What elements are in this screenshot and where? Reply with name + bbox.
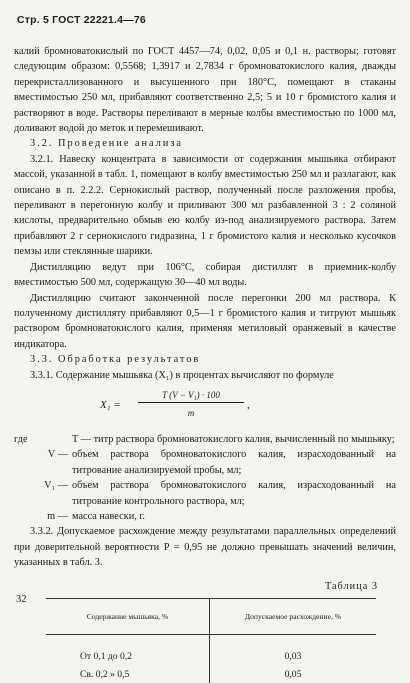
table-header-tolerance: Допускаемое расхождение, % bbox=[210, 599, 377, 635]
definition-row bbox=[14, 509, 396, 524]
paragraph-distillation-end: Дистилляцию считают законченной после перегонки 200 мл раствора. К полученному дистилляту прибавляют 0,5—1 г бромистого калия и титруют мышьяк раствором бромноватокислого калия, применяя метиловый оранжевый в качестве индикатора. bbox=[14, 292, 396, 350]
paragraph-reagents: калий бромноватокислый по ГОСТ 4457—74, 0,02, 0,05 и 0,1 н. растворы; готовят следующим образом: 0,5568; 1,3917 и 2,7834 г бромноватокислого калия, дважды перекристаллизованного и высушенного при 180°С, помещают в стаканы вместимостью 250 мл, прибавляют соответственно 2,5; 5 и 10 г бромистого калия и растворяют в воде. Растворы переливают в мерные колбы вместимостью по 1000 мл, доливают водой до меток и перемешивают. bbox=[14, 46, 396, 135]
table-cell: От 0,1 до 0,2 bbox=[46, 635, 210, 666]
page-number: 32 bbox=[16, 594, 27, 605]
formula-lhs: X₁ = bbox=[100, 398, 121, 411]
table-header-content: Содержание мышьяка, % bbox=[46, 599, 210, 635]
paragraph-3-3-1: 3.3.1. Содержание мышьяка (X₁) в процентах вычисляют по формуле bbox=[30, 369, 334, 381]
definition-symbol: V — bbox=[47, 449, 68, 461]
definition-symbol: V₁ — bbox=[44, 480, 68, 492]
table-cell: 0,05 bbox=[284, 668, 302, 680]
definition-row bbox=[14, 447, 396, 478]
formula-trail: , bbox=[247, 398, 250, 411]
definition-row bbox=[14, 432, 396, 447]
definitions bbox=[14, 432, 396, 524]
table-cell: 0,03 bbox=[284, 651, 302, 663]
page-header: Стр. 5 ГОСТ 22221.4—76 bbox=[17, 14, 146, 26]
section-heading-3-3: 3.3. Обработка результатов bbox=[30, 354, 201, 366]
definition-symbol: T — bbox=[72, 433, 91, 445]
definition-text: масса навески, г. bbox=[72, 510, 146, 522]
table-3 bbox=[46, 598, 376, 683]
formula-denominator: m bbox=[187, 407, 195, 418]
table-caption: Таблица 3 bbox=[324, 580, 378, 592]
definition-text: титр раствора бромноватокислого калия, вычисленный по мышьяку; bbox=[93, 433, 395, 445]
paragraph-3-3-2: 3.3.2. Допускаемое расхождение между результатами параллельных определений при доверительной вероятности P = 0,95 не должно превышать значений величин, указанных в табл. 3. bbox=[14, 526, 396, 569]
definition-row bbox=[14, 478, 396, 509]
table-cell: Св. 0,2 » 0,5 bbox=[46, 666, 210, 683]
formula-numerator: T (V − V₁) · 100 bbox=[162, 389, 220, 400]
definition-text: объем раствора бромноватокислого калия, израсходованный на титрование анализируемой пробы, мл; bbox=[72, 449, 396, 476]
formula bbox=[14, 386, 396, 430]
definition-text: объем раствора бромноватокислого калия, израсходованный на титрование контрольного раствора, мл; bbox=[72, 480, 396, 507]
definition-symbol: m — bbox=[47, 510, 68, 522]
table-row bbox=[46, 635, 376, 666]
paragraph-3-2-1: 3.2.1. Навеску концентрата в зависимости от содержания мышьяка отбирают массой, указанной в табл. 1, помещают в колбу вместимостью 250 мл и разлагают, как описано в п. 2.2.2. Сернокислый раствор, полученный после разложения пробы, переливают в перегонную колбу и приливают 300 мл разбавленной 3 : 2 соляной кислоты, предварительно обмыв ею колбу из-под анализируемого раствора. Затем прибавляют 2 г сернокислого гидразина, 1 г бромистого калия и несколько кусочков пемзы или стеклянные шарики. bbox=[14, 153, 396, 258]
table-row bbox=[46, 666, 376, 683]
paragraph-distillation: Дистилляцию ведут при 106°С, собирая дистиллят в приемник-колбу вместимостью 500 мл, содержащую 30—40 мл воды. bbox=[14, 261, 396, 289]
fraction-bar bbox=[138, 402, 244, 403]
definitions-lead: где bbox=[14, 433, 28, 445]
section-heading-3-2: 3.2. Проведение анализа bbox=[30, 138, 183, 150]
document-body bbox=[14, 44, 396, 683]
